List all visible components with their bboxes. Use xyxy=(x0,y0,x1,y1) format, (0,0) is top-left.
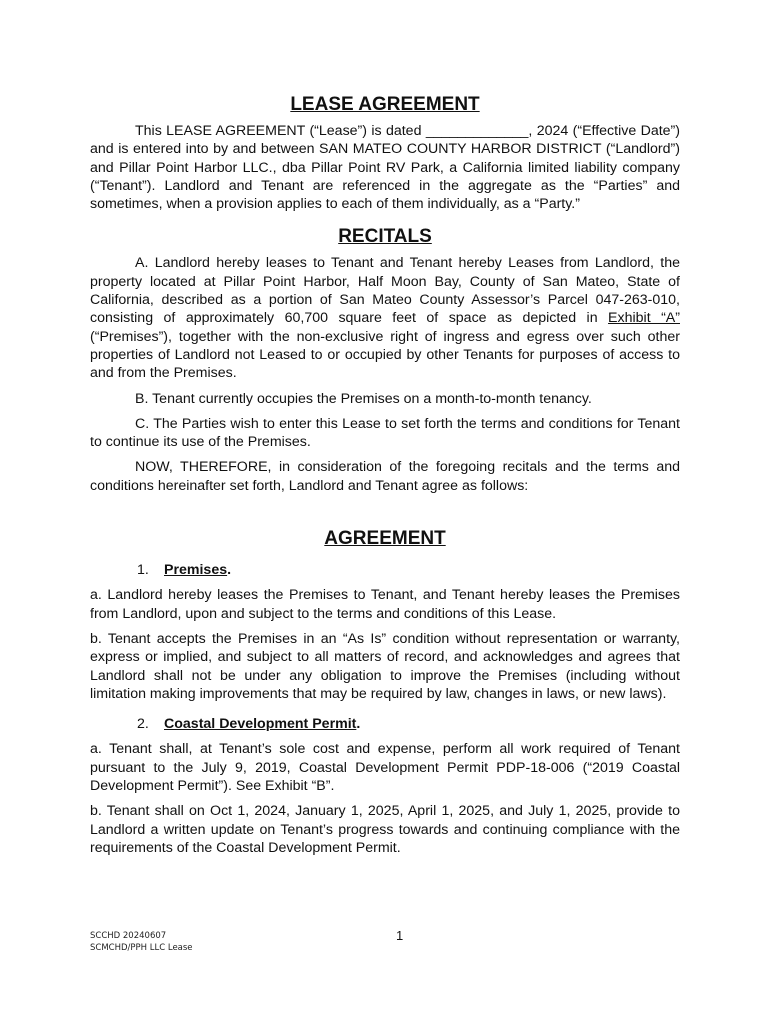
now-therefore-paragraph: NOW, THEREFORE, in consideration of the foregoing recitals and the terms and conditions hereinafter set forth, Landlord and Tenant agree as follows: xyxy=(90,459,680,494)
intro-paragraph: This LEASE AGREEMENT (“Lease”) is dated _____________, 2024 (“Effective Date”) and is entered into by and between SAN MATEO COUNTY HARBOR DISTRICT (“Landlord”) and Pillar Point Harbor LLC., dba Pillar Point RV Park, a California limited liability company (“Tenant”). Landlord and Tenant are referenced in the aggregate as the “Parties” and sometimes, when a provision applies to each of them individually, as a “Party.” xyxy=(90,123,680,213)
section-2-heading: 2. Coastal Development Permit. xyxy=(137,716,361,733)
recital-a-text-1: A. Landlord hereby leases to Tenant and Tenant hereby Leases from Landlord, the property located at Pillar Point Harbor, Half Moon Bay, County of San Mateo, State of California, described as a portion of San Mateo County Assessor’s Parcel 047-263-010, consisting of approximately 60,700 square feet of space as depicted in xyxy=(90,255,680,327)
recital-b: B. Tenant currently occupies the Premises on a month-to-month tenancy. xyxy=(135,390,592,407)
recital-a xyxy=(90,254,680,382)
recital-c: C. The Parties wish to enter this Lease to set forth the terms and conditions for Tenant to continue its use of the Premises. xyxy=(90,415,680,451)
document-body xyxy=(90,93,680,857)
section-1-title: Premises xyxy=(164,562,228,579)
exhibit-a-reference: Exhibit “A” xyxy=(608,310,680,327)
section-2-number: 2. xyxy=(137,716,149,733)
section-2-a: a. Tenant shall, at Tenant’s sole cost and expense, perform all work required of Tenant pursuant to the July 9, 2019, Coastal Development Permit PDP-18-006 (“2019 Coastal Development Permit”). See Exhibit “B”. xyxy=(90,741,680,795)
agreement-heading: AGREEMENT xyxy=(324,528,446,550)
footer-line-2: SCMCHD/PPH LLC Lease xyxy=(90,943,193,953)
recitals-heading: RECITALS xyxy=(338,226,432,248)
section-2-b: b. Tenant shall on Oct 1, 2024, January 1, 2025, April 1, 2025, and July 1, 2025, provide to Landlord a written update on Tenant’s progress towards and continuing compliance with the requirements of the Coastal Development Permit. xyxy=(90,803,680,856)
section-2-title: Coastal Development Permit xyxy=(164,716,357,733)
footer-line-1: SCCHD 20240607 xyxy=(90,931,167,941)
document-title: LEASE AGREEMENT xyxy=(290,94,480,115)
section-1-b: b. Tenant accepts the Premises in an “As Is” condition without representation or warranty, express or implied, and subject to all matters of record, and acknowledges and agrees that Landlord shall not be under any obligation to improve the Premises (including without limitation making improvements that may be required by law, changes in laws, or new laws). xyxy=(90,630,680,702)
page-footer xyxy=(90,930,420,954)
section-1-a: a. Landlord hereby leases the Premises to Tenant, and Tenant hereby leases the Premises from Landlord, upon and subject to the terms and conditions of this Lease. xyxy=(90,587,680,622)
section-1-heading: 1. Premises. xyxy=(137,562,232,579)
section-1-number: 1. xyxy=(137,562,149,579)
page-number: 1 xyxy=(396,928,404,943)
recital-a-text-2: (“Premises”), together with the non-exclusive right of ingress and egress over such other properties of Landlord not Leased to or occupied by other Tenants for purposes of access to and from the Premises. xyxy=(90,328,680,382)
